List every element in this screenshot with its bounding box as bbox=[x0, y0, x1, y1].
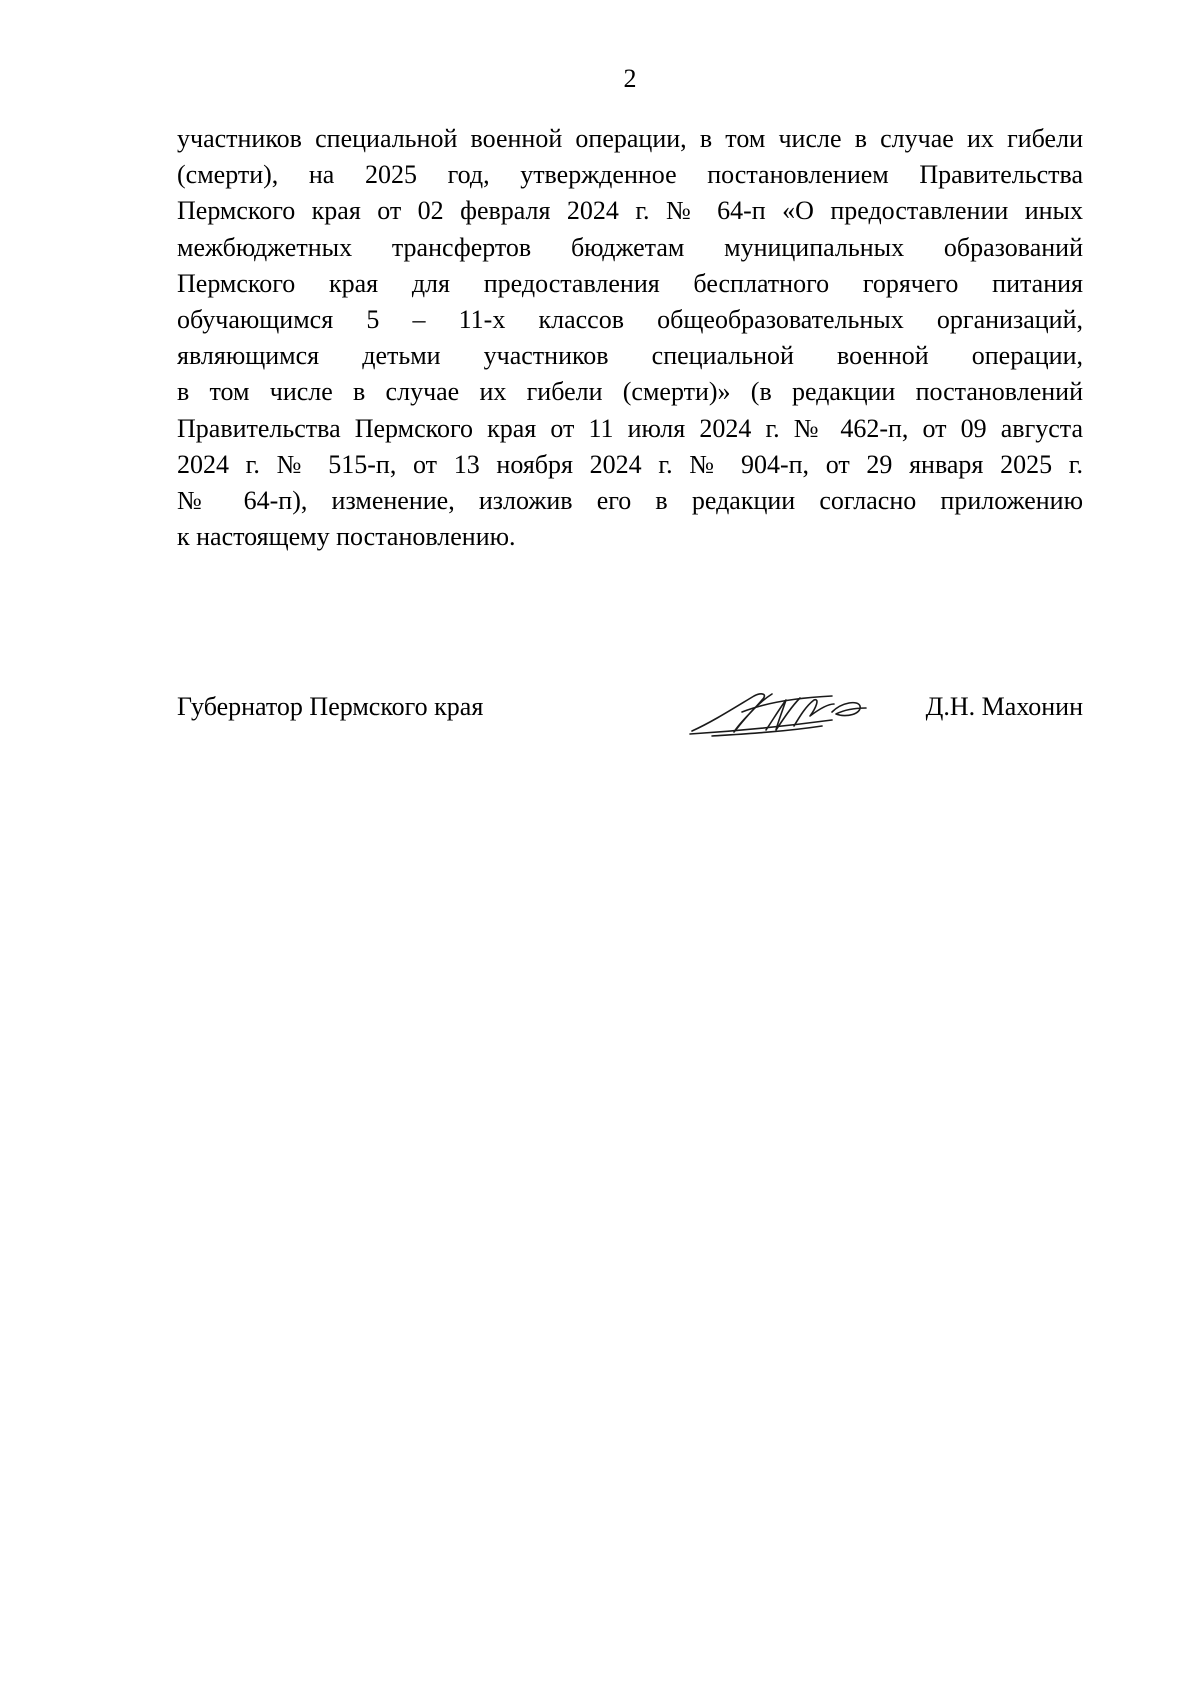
signature-block bbox=[177, 690, 1083, 740]
body-line: Пермского края для предоставления бесплатного горячего питания bbox=[177, 268, 1083, 298]
handwritten-signature bbox=[682, 682, 872, 742]
body-line: в том числе в случае их гибели (смерти)» (в редакции постановлений bbox=[177, 377, 1083, 407]
body-line: Правительства Пермского края от 11 июля 2024 г. № 462-п, от 09 августа bbox=[177, 413, 1083, 443]
body-line: обучающимся 5 – 11-х классов общеобразовательных организаций, bbox=[177, 305, 1083, 335]
body-line: (смерти), на 2025 год, утвержденное постановлением Правительства bbox=[177, 160, 1083, 190]
body-line: участников специальной военной операции, в том числе в случае их гибели bbox=[177, 124, 1083, 153]
signer-title: Губернатор Пермского края bbox=[177, 692, 484, 721]
body-line: являющимся детьми участников специальной военной операции, bbox=[177, 341, 1083, 371]
signer-name: Д.Н. Махонин bbox=[925, 692, 1083, 721]
page-number: 2 bbox=[623, 64, 637, 93]
body-line: межбюджетных трансфертов бюджетам муниципальных образований bbox=[177, 232, 1083, 262]
body-line: Пермского края от 02 февраля 2024 г. № 64-п «О предоставлении иных bbox=[177, 196, 1083, 226]
body-line: № 64-п), изменение, изложив его в редакции согласно приложению bbox=[177, 486, 1083, 516]
body-line: 2024 г. № 515-п, от 13 ноября 2024 г. № 904-п, от 29 января 2025 г. bbox=[177, 449, 1083, 479]
body-line: к настоящему постановлению. bbox=[177, 522, 516, 552]
body-paragraph bbox=[177, 121, 1083, 555]
